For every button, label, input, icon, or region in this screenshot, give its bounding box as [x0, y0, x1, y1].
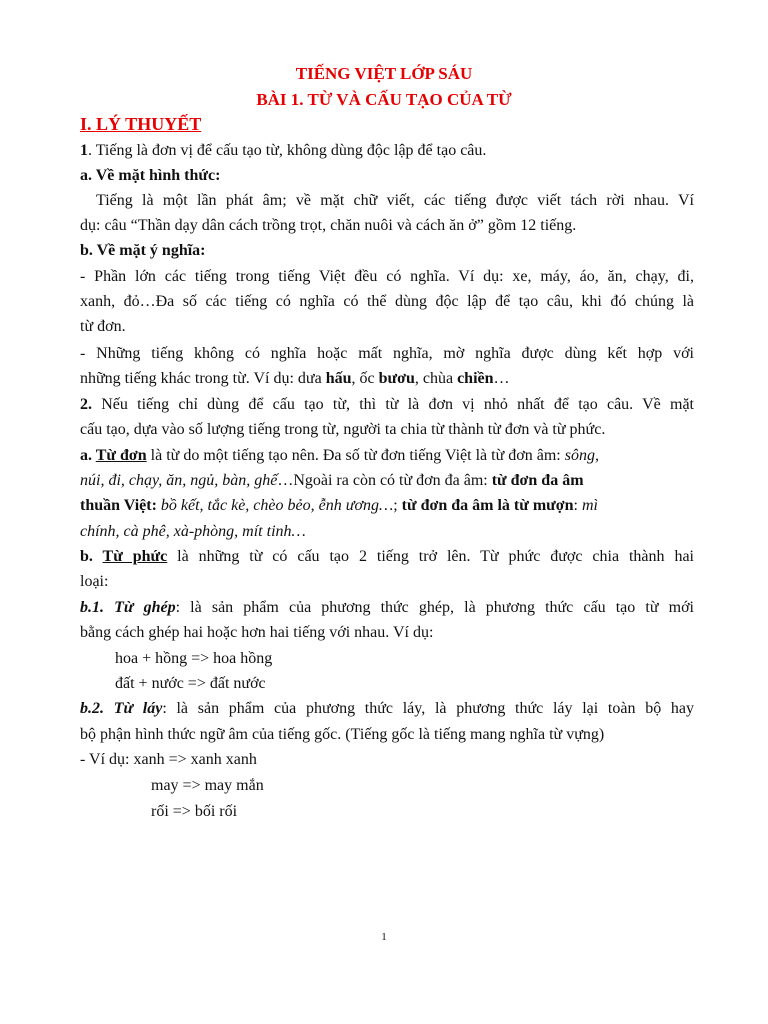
text-run: là từ do một tiếng tạo nên. Đa số từ đơn tiếng Việt là từ đơn âm: — [146, 447, 565, 464]
meaning-1-line-2: xanh, đỏ…Đa số các tiếng có nghĩa có thể dùng độc lập để tạo câu, khi đó chúng là — [80, 293, 694, 310]
term-bold: từ đơn đa âm là từ mượn — [401, 497, 574, 514]
compound-line-1 — [80, 547, 694, 567]
b2-example-2: may => may mắn — [151, 777, 264, 794]
meaning-2-line-1: - Những tiếng không có nghĩa hoặc mất nghĩa, mờ nghĩa được dùng kết hợp với — [80, 345, 694, 362]
example-word-hau: hấu — [325, 370, 352, 387]
example-words: bồ kết, tắc kè, chèo bẻo, ễnh ương… — [156, 497, 394, 514]
document-title-line-1: TIẾNG VIỆT LỚP SÁU — [295, 64, 473, 83]
b2-example-intro: - Ví dụ: xanh => xanh xanh — [80, 751, 257, 768]
single-word-line-4: chính, cà phê, xà-phòng, mít tinh… — [80, 523, 306, 540]
text-run: , chùa — [414, 370, 458, 387]
term-tu-ghep: b.1. Từ ghép — [80, 599, 176, 616]
paragraph-1 — [80, 141, 694, 161]
paragraph-text: . Tiếng là đơn vị để cấu tạo từ, không dùng độc lập để tạo câu. — [88, 142, 487, 159]
term-bold: thuần Việt: — [80, 497, 157, 514]
example-words: mì — [581, 497, 598, 514]
paragraph-number: 2. — [80, 396, 92, 413]
meaning-1-line-3: từ đơn. — [80, 318, 126, 335]
paragraph-2-line-1 — [80, 395, 694, 415]
paragraph-2-line-2: cấu tạo, dựa vào số lượng tiếng trong từ, người ta chia từ thành từ đơn và từ phức. — [80, 421, 606, 438]
term-tu-phuc: Từ phức — [102, 548, 168, 565]
text-run: : là sản phẩm của phương thức láy, là phương thức láy lại toàn bộ hay — [162, 700, 695, 717]
text-run: ; — [393, 497, 402, 514]
b2-line-1 — [80, 699, 694, 719]
theory-heading: I. LÝ THUYẾT — [80, 114, 202, 134]
text-run: : là sản phẩm của phương thức ghép, là phương thức cấu tạo từ mới — [175, 599, 694, 616]
term-tu-don: Từ đơn — [95, 447, 147, 464]
example-word-buou: bươu — [378, 370, 415, 387]
meaning-1-line-1: - Phần lớn các tiếng trong tiếng Việt đều có nghĩa. Ví dụ: xe, máy, áo, ăn, chạy, đi, — [80, 268, 694, 285]
b1-line-1 — [80, 598, 694, 618]
b2-line-2: bộ phận hình thức ngữ âm của tiếng gốc. (Tiếng gốc là tiếng mang nghĩa từ vựng) — [80, 726, 605, 743]
text-run: … — [493, 370, 510, 387]
b1-example-2: đất + nước => đất nước — [115, 675, 266, 692]
b2-example-3: rối => bối rối — [151, 803, 238, 820]
lesson-title: BÀI 1. TỪ VÀ CẤU TẠO CỦA TỪ — [256, 90, 512, 109]
section-label: a. — [80, 447, 96, 464]
form-text-line-1: Tiếng là một lần phát âm; về mặt chữ viết, các tiếng được viết tách rời nhau. Ví — [96, 192, 694, 209]
paragraph-number: 1 — [80, 142, 88, 159]
meaning-heading: b. Về mặt ý nghĩa: — [80, 242, 206, 259]
single-word-line-1 — [80, 446, 694, 466]
example-words: sông, — [564, 447, 599, 464]
term-tu-lay: b.2. Từ láy — [80, 700, 163, 717]
example-word-chien: chiền — [457, 370, 494, 387]
term-bold: từ đơn đa âm — [491, 472, 584, 489]
compound-line-2: loại: — [80, 573, 109, 590]
section-label: b. — [80, 548, 103, 565]
text-run: : — [573, 497, 582, 514]
form-heading: a. Về mặt hình thức: — [80, 167, 221, 184]
single-word-line-3 — [80, 496, 694, 516]
text-run: , ốc — [351, 370, 379, 387]
b1-example-1: hoa + hồng => hoa hồng — [115, 650, 273, 667]
form-text-line-2: dụ: câu “Thần dạy dân cách trồng trọt, chăn nuôi và cách ăn ở” gồm 12 tiếng. — [80, 217, 577, 234]
text-run: …Ngoài ra còn có từ đơn đa âm: — [277, 472, 492, 489]
meaning-2-line-2 — [80, 369, 694, 389]
text-run: Nếu tiếng chỉ dùng để cấu tạo từ, thì từ là đơn vị nhỏ nhất để tạo câu. Về mặt — [92, 396, 694, 413]
text-run: những tiếng khác trong từ. Ví dụ: dưa — [80, 370, 326, 387]
single-word-line-2 — [80, 471, 694, 491]
b1-line-2: bằng cách ghép hai hoặc hơn hai tiếng với nhau. Ví dụ: — [80, 624, 434, 641]
text-run: là những từ có cấu tạo 2 tiếng trở lên. Từ phức được chia thành hai — [167, 548, 694, 565]
example-words: núi, đi, chạy, ăn, ngủ, bàn, ghế — [80, 472, 278, 489]
page-number: 1 — [381, 931, 387, 943]
